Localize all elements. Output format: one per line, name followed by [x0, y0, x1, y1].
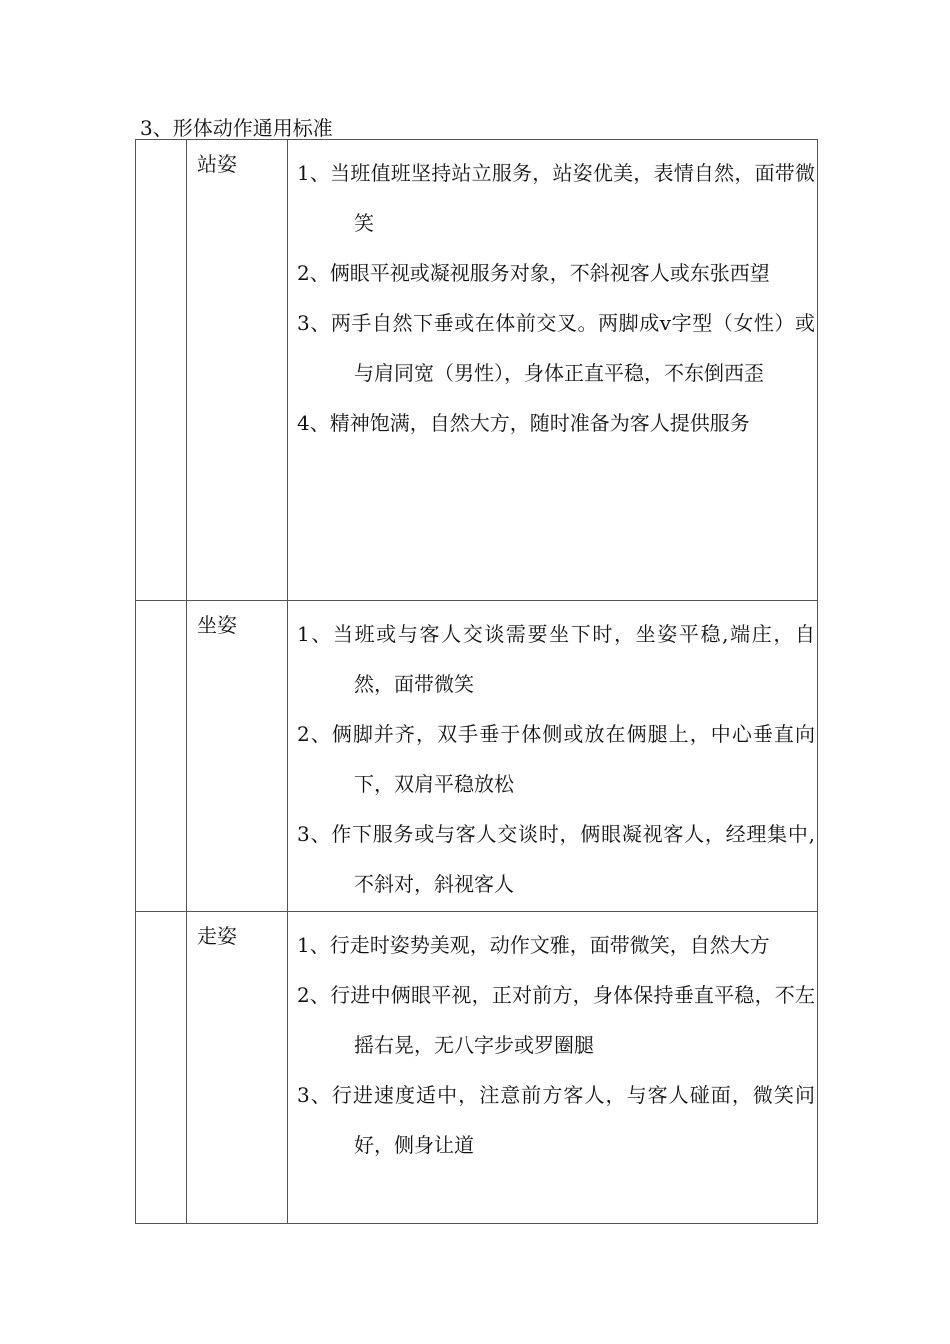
category-cell: 坐姿 — [187, 601, 288, 912]
list-item: 1、当班值班坚持站立服务，站姿优美，表情自然，面带微笑 — [297, 161, 815, 235]
table-row-sitting — [136, 601, 818, 912]
list-item: 1、当班或与客人交谈需要坐下时，坐姿平稳,端庄，自然，面带微笑 — [297, 622, 815, 696]
items-cell — [288, 912, 818, 1224]
category-cell: 走姿 — [187, 912, 288, 1224]
items-cell — [288, 140, 818, 601]
list-item: 2、行进中俩眼平视，正对前方，身体保持垂直平稳，不左摇右晃，无八字步或罗圈腿 — [297, 983, 815, 1057]
blank-cell — [136, 140, 187, 601]
blank-cell — [136, 601, 187, 912]
section-title: 3、形体动作通用标准 — [140, 116, 333, 140]
table-row-walking — [136, 912, 818, 1224]
list-item: 3、作下服务或与客人交谈时，俩眼凝视客人，经理集中,不斜对，斜视客人 — [297, 822, 815, 896]
list-item: 2、俩脚并齐，双手垂于体侧或放在俩腿上，中心垂直向下，双肩平稳放松 — [297, 722, 815, 796]
standards-table — [135, 139, 818, 1224]
category-cell: 站姿 — [187, 140, 288, 601]
list-item: 1、行走时姿势美观，动作文雅，面带微笑，自然大方 — [297, 933, 770, 957]
list-item: 4、精神饱满，自然大方，随时准备为客人提供服务 — [297, 411, 750, 435]
list-item: 2、俩眼平视或凝视服务对象，不斜视客人或东张西望 — [297, 261, 770, 285]
list-item: 3、两手自然下垂或在体前交叉。两脚成v字型（女性）或与肩同宽（男性），身体正直平稳，不东倒西歪 — [297, 311, 815, 385]
list-item: 3、行进速度适中，注意前方客人，与客人碰面，微笑问好，侧身让道 — [297, 1083, 815, 1157]
table-row-standing — [136, 140, 818, 601]
blank-cell — [136, 912, 187, 1224]
items-cell — [288, 601, 818, 912]
